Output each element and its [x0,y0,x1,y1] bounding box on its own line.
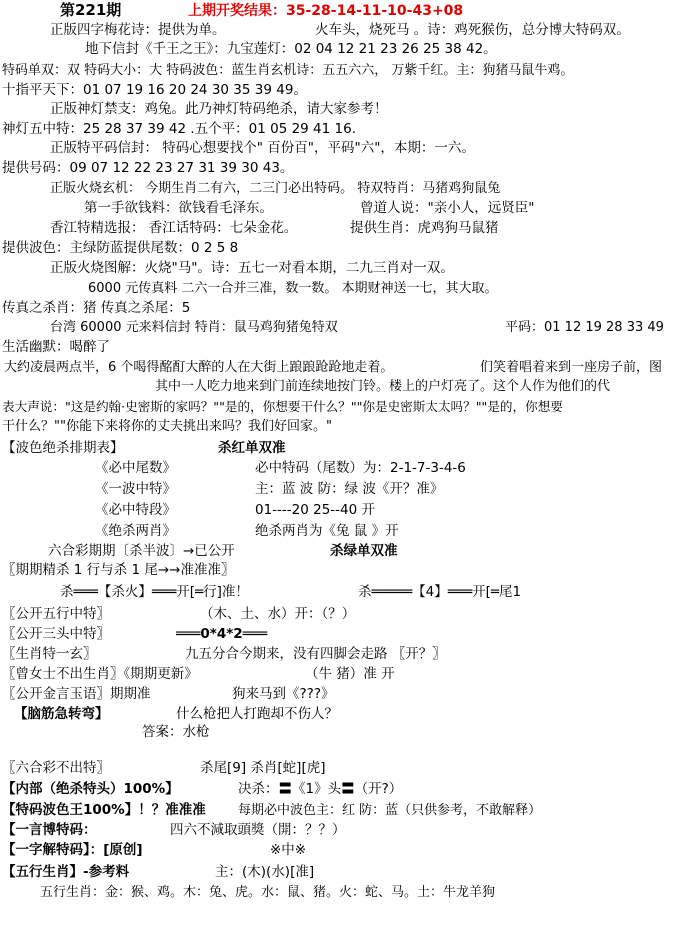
issue-label: 第221期 [60,1,122,19]
text-line: 们笑着唱着来到一座房子前，图 [480,360,663,375]
text-line: 地下信封《千王之王》：九宝莲灯：02 04 12 21 23 26 25 38 42。 [85,41,497,57]
text-line: 正版火烧图解：火烧"马"。诗：五七一对看本期，二九三肖对一双。 [50,260,454,276]
buchu-value: 杀尾[9] 杀肖[蛇][虎] [200,760,326,776]
text-line: 生活幽默：喝醉了 [2,339,110,355]
text-line: 大约凌晨两点半，6 个喝得酩酊大醉的人在大街上踉踉跄跄地走着。 [4,360,394,375]
answer-line: 答案：水枪 [142,724,210,740]
wave-row-value: 绝杀两肖为《兔 鼠 》开 [255,523,399,539]
bracket-label: 〖公开五行中特〗 [2,606,110,622]
bracket-label: 〖公开三头中特〗 [2,626,110,642]
wuxing-label: 【五行生肖】-参考料 [2,864,130,880]
wave-row-label: 《必中尾数》 [95,460,176,476]
kill-green-title: 杀绿单双准 [330,543,398,559]
text-line: 平码：01 12 19 28 33 49 [505,320,664,335]
text-line: 曾道人说："亲小人，远贤臣" [360,200,535,216]
bracket-value: 狗来马到《???》 [232,686,335,702]
bracket-value: （牛 猪）准 开 [305,666,395,682]
text-line: 特码单双：双 特码大小：大 特码波色：蓝生肖玄机诗：五五六六， 万紫千红。主：狗猪马鼠牛鸡。 [2,63,574,78]
kill-red-title: 杀红单双准 [218,440,286,456]
wave-row-value: 01----20 25--40 开 [255,502,376,518]
bracket-value: 什么枪把人打跑却不伤人？ [176,706,338,722]
yizi-label: 【一字解特码】：[原创] [2,842,143,858]
text-line: 提供波色：主绿防蓝提供尾数：0 2 5 8 [2,240,239,256]
text-line: 正版神灯禁支：鸡兔。此乃神灯特码绝杀，请大家参考！ [50,101,388,117]
bracket-label: 〖曾女士不出生肖〗《期期更新》 [2,666,198,682]
wave-row-value: 主：蓝 波 防：绿 波《开？准》 [255,481,444,497]
bracket-value: ═══0*4*2═══ [176,626,268,642]
text-line: 正版火烧玄机： 今期生肖二有六，二三门必出特码。 特双特肖：马猪鸡狗鼠兔 [50,181,501,196]
text-line: 台湾 60000 元来料信封 特肖：鼠马鸡狗猪兔特双 [50,320,338,335]
text-line: 神灯五中特：25 28 37 39 42 .五个平：01 05 29 41 16. [2,121,356,137]
buchu-label: 〖六合彩不出特〗 [2,760,110,776]
text-line: 香江特精选报： 香江话特码：七朵金花。 [50,220,298,236]
text-line: 传真之杀肖：猪 传真之杀尾：5 [2,300,191,316]
wave-table-title: 【波色绝杀排期表】 [2,440,124,456]
text-line: 火车头，烧死马 。诗：鸡死猴伤，总分博大特码双。 [315,22,630,38]
text-line: 十指平天下：01 07 19 16 20 24 30 35 39 49。 [2,82,307,98]
text-line: 其中一人吃力地来到门前连续地按门铃。楼上的户灯亮了。这个人作为他们的代 [155,379,611,394]
text-line: 提供号码：09 07 12 22 23 27 31 39 30 43。 [2,160,294,176]
text-line: 正版特平码信封： 特码心想要找个" 百份百"，平码"六"，本期：一六。 [50,140,475,156]
neibu-value: 决杀：〓《1》头〓（开?） [238,781,403,797]
neibu-label: 【内部（绝杀特头）100%】 [2,781,179,797]
wave-row-label: 《必中特段》 [95,502,176,518]
text-line: 干什么？""你能下来将你的丈夫挑出来吗？我们好回家。" [2,419,332,434]
yiyan-label: 【一言博特码： [2,822,97,838]
sha-row-left: 杀═══【杀火】═══开[═行]准！ [60,584,249,600]
wave-row-label: 《绝杀两肖》 [95,523,176,539]
text-line: 正版四字梅花诗：提供为单。 [50,22,226,38]
text-line: 提供生肖：虎鸡狗马鼠猪 [350,220,499,236]
bracket-label: 〖生肖特一玄〗 [2,646,97,662]
text-line: 表大声说："这是约翰·史密斯的家吗？""是的，你想要干什么？""你是史密斯太太吗？""是的，你想要 [2,399,563,414]
bracket-label: 【脑筋急转弯】 [14,706,109,722]
yiyan-value: 四六不減取頭獎（開：？？） [170,822,346,838]
wave-row-label: 《一波中特》 [95,481,176,497]
last-result: 上期开奖结果：35-28-14-11-10-43+08 [188,3,464,19]
bracket-label: 〖公开金言玉语〗期期准 [2,686,151,702]
yizi-value: ※中※ [270,842,307,858]
wave-row-value: 必中特码（尾数）为：2-1-7-3-4-6 [255,460,466,476]
bose-label: 【特码波色王100%】！？准准准 [2,802,206,818]
sha-row-right: 杀═════【4】═══开[═尾1 [358,584,522,600]
text-line: 第一手欲钱料：欲钱看毛泽东。 [84,200,273,216]
bose-value: 每期必中波色主：红 防：蓝（只供参考，不敢解释） [238,803,542,818]
wuxing-list: 五行生肖：金：猴、鸡。木：兔、虎。水：鼠、猪。火：蛇、马。土：牛龙羊狗 [40,885,496,900]
liuhe-line: 六合彩期期〔杀半波〕→已公开 [48,543,235,559]
bracket-value: （木、土、水）开：（？） [200,606,356,622]
wuxing-value: 主：(木)(水)[准] [215,864,315,880]
bracket-value: 九五分合今期来，没有四脚会走路 〖开？〗 [185,646,446,662]
jingsha-line: 〖期期精杀 1 行与杀 1 尾→→准准准〗 [2,562,235,578]
text-line: 6000 元传真料 二六一合并三准，数一数。 本期财神送一七，其大取。 [88,281,498,296]
